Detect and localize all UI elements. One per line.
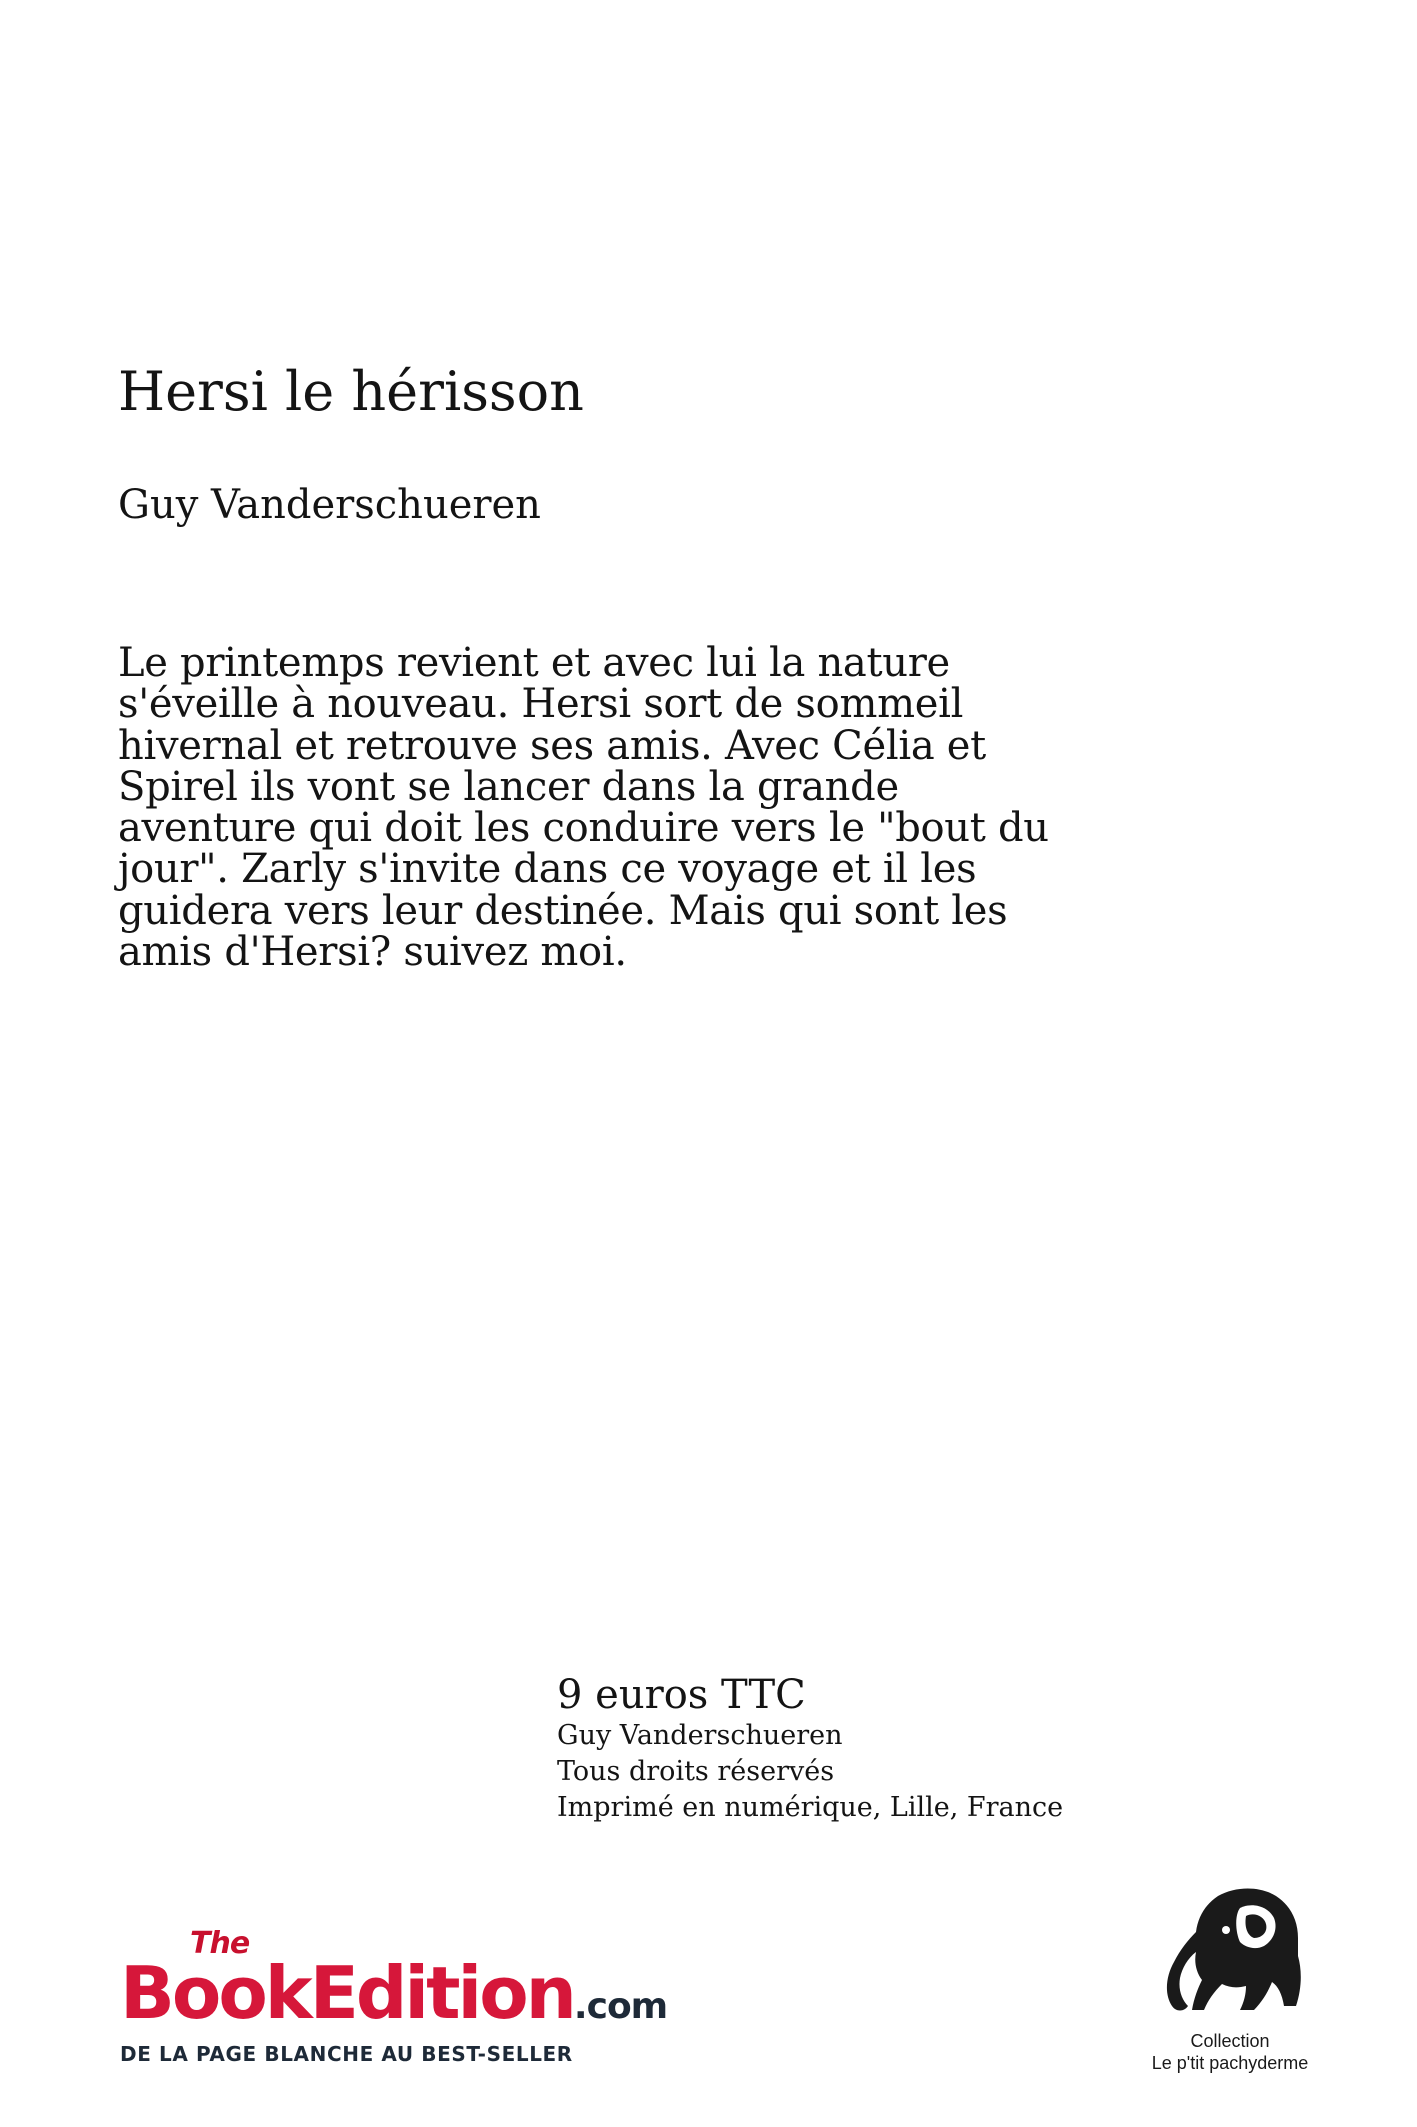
elephant-icon xyxy=(1156,1878,1306,2028)
logo-wordmark xyxy=(120,1953,667,2033)
book-blurb: Le printemps revient et avec lui la nature s'éveille à nouveau. Hersi sort de sommeil hivernal et retrouve ses amis. Avec Célia et Spirel ils vont se lancer dans la grande aventure qui doit les conduire vers le "bout du jour". Zarly s'invite dans ce voyage et il les guidera vers leur destinée. Mais qui sont les amis d'Hersi? suivez moi. xyxy=(118,640,1049,976)
collection-caption xyxy=(1110,2030,1350,2074)
colophon-printing: Imprimé en numérique, Lille, France xyxy=(557,1792,1064,1823)
price: 9 euros TTC xyxy=(557,1672,806,1718)
colophon xyxy=(557,1672,1063,1826)
collection-line2: Le p'tit pachyderme xyxy=(1151,2053,1309,2073)
book-title: Hersi le hérisson xyxy=(118,360,584,423)
logo-tagline: DE LA PAGE BLANCHE AU BEST-SELLER xyxy=(120,2042,573,2066)
logo-brand: BookEdition xyxy=(120,1951,574,2035)
logo-domain: .com xyxy=(573,1986,668,2027)
book-author: Guy Vanderschueren xyxy=(118,482,541,528)
publisher-logo xyxy=(120,1926,760,2066)
collection-logo xyxy=(1110,1878,1350,2088)
collection-line1: Collection xyxy=(1190,2031,1270,2051)
logo-the: The xyxy=(190,1926,250,1961)
colophon-author: Guy Vanderschueren xyxy=(557,1720,843,1751)
colophon-rights: Tous droits réservés xyxy=(557,1756,835,1787)
